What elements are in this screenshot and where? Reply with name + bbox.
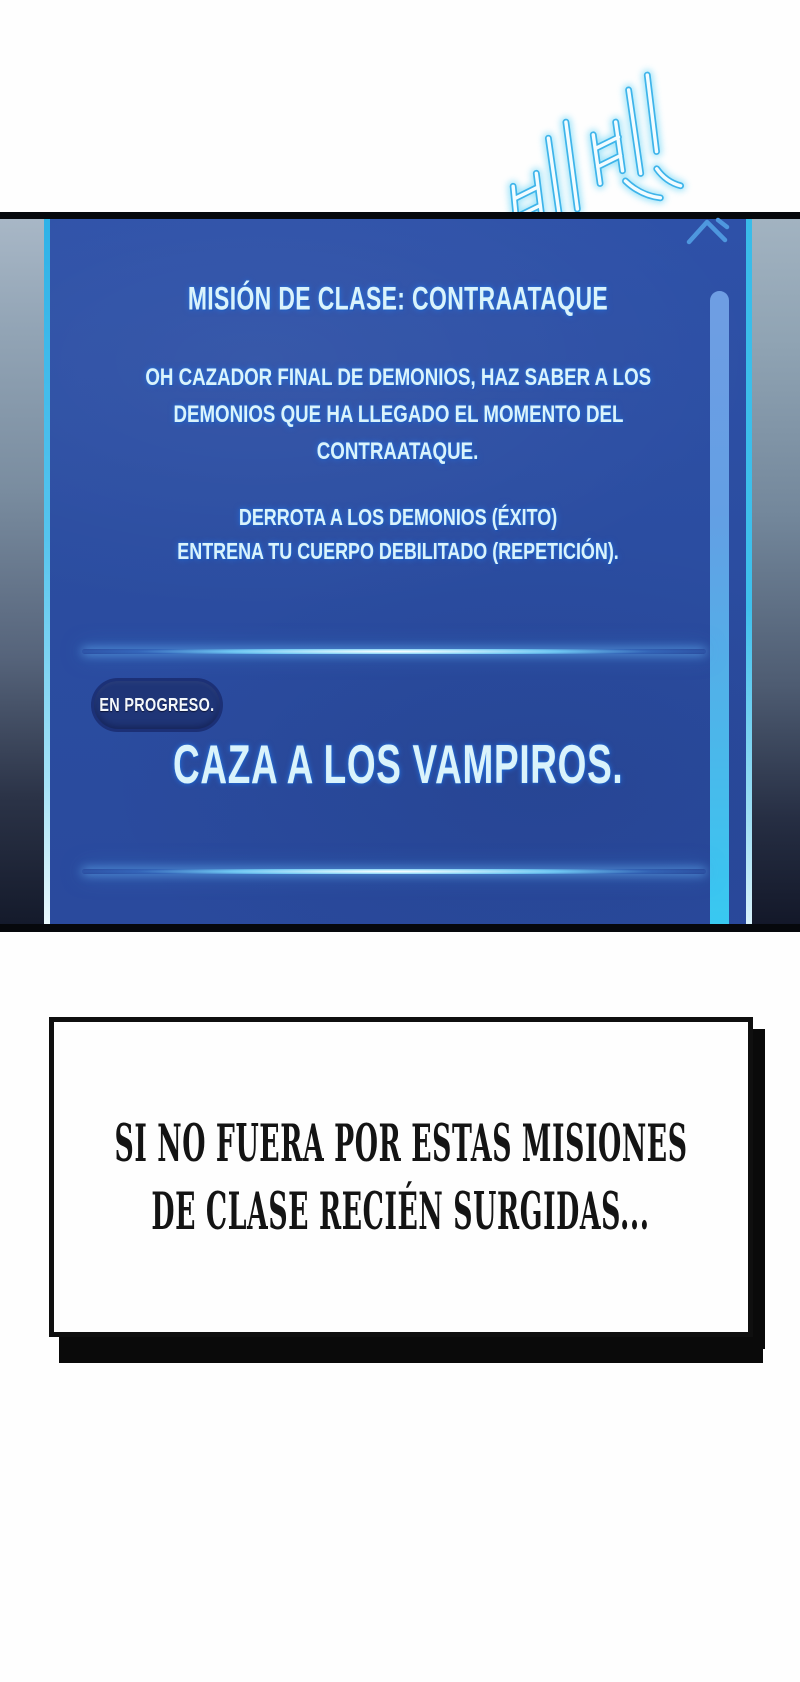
close-icon[interactable] <box>684 215 732 245</box>
objective-line-repeat: ENTRENA TU CUERPO DEBILITADO (REPETICIÓN). <box>177 537 619 564</box>
narration-box <box>49 1017 753 1337</box>
background-right-strip <box>752 219 800 925</box>
description-line: DEMONIOS QUE HA LLEGADO EL MOMENTO DEL <box>172 400 623 428</box>
background-left-strip <box>0 219 44 925</box>
panel-bottom-border-line <box>0 924 800 932</box>
glow-divider <box>82 649 706 654</box>
quest-window <box>44 219 752 925</box>
quest-description <box>44 359 752 470</box>
current-mission: CAZA A LOS VAMPIROS. <box>172 734 624 796</box>
quest-objectives <box>44 500 752 568</box>
quest-title-text: MISIÓN DE CLASE: CONTRAATAQUE <box>187 280 609 317</box>
quest-window-right-border <box>746 219 752 925</box>
glow-divider <box>82 869 706 874</box>
narration-line: DE CLASE RECIÉN SURGIDAS... <box>151 1180 651 1242</box>
description-line: CONTRAATAQUE. <box>317 437 479 465</box>
narration-line: SI NO FUERA POR ESTAS MISIONES <box>114 1112 688 1174</box>
description-line: OH CAZADOR FINAL DE DEMONIOS, HAZ SABER A LOS <box>145 363 651 391</box>
quest-title <box>44 281 752 317</box>
status-badge <box>94 681 220 729</box>
status-badge-label: EN PROGRESO. <box>99 694 215 715</box>
objective-line-success: DERROTA A LOS DEMONIOS (ÉXITO) <box>238 503 558 530</box>
panel-top-border-line <box>0 212 800 219</box>
quest-window-left-border <box>44 219 50 925</box>
